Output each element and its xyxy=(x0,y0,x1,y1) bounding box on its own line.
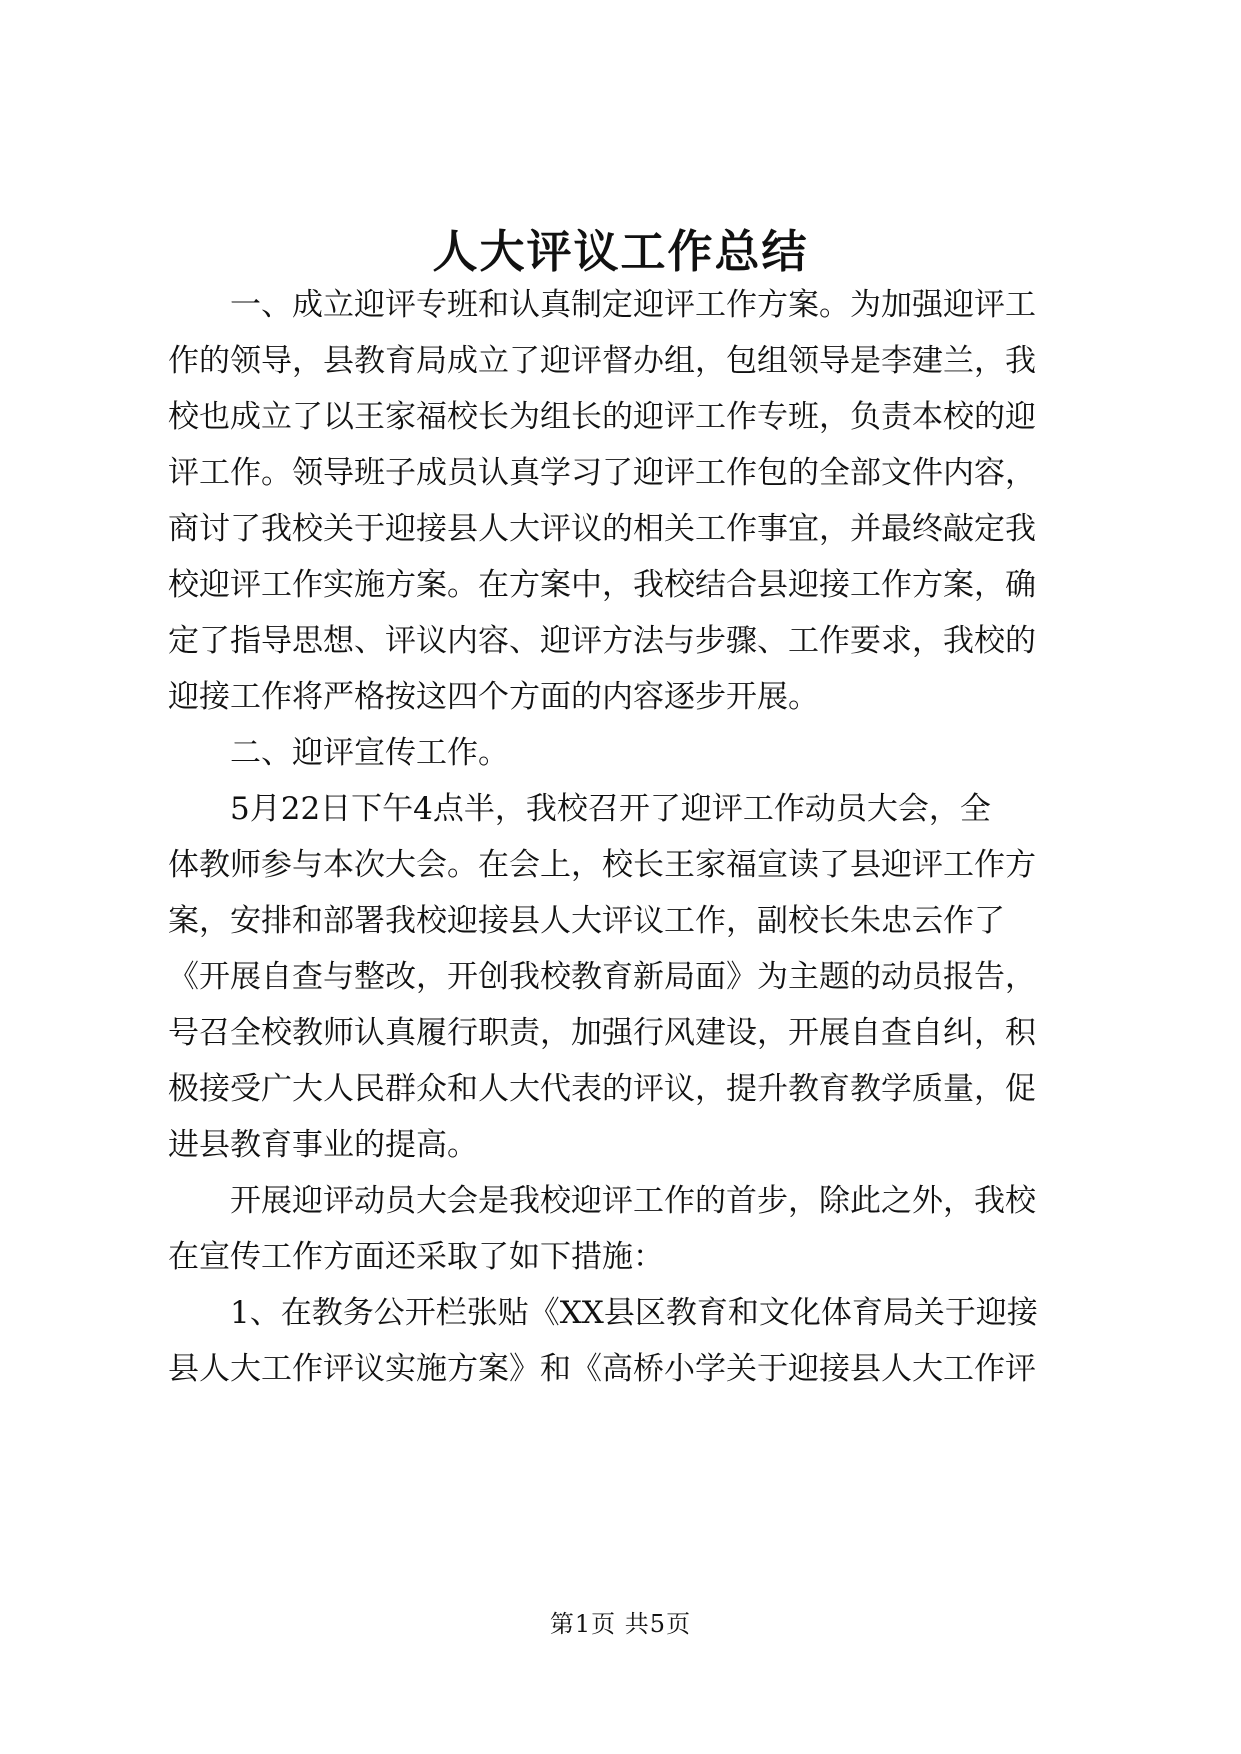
section-heading: 二、迎评宣传工作。 xyxy=(168,735,509,771)
paragraph-line: 案，安排和部署我校迎接县人大评议工作，副校长朱忠云作了 xyxy=(168,903,1005,939)
paragraph-line: 极接受广大人民群众和人大代表的评议，提升教育教学质量，促 xyxy=(168,1071,1036,1107)
paragraph-line: 作的领导，县教育局成立了迎评督办组，包组领导是李建兰，我 xyxy=(168,343,1036,379)
paragraph-line: 号召全校教师认真履行职责，加强行风建设，开展自查自纠，积 xyxy=(168,1015,1036,1051)
paragraph-line: 校也成立了以王家福校长为组长的迎评工作专班，负责本校的迎 xyxy=(168,399,1036,435)
paragraph-line: 1、在教务公开栏张贴《XX县区教育和文化体育局关于迎接 xyxy=(168,1295,1038,1331)
paragraph-line: 在宣传工作方面还采取了如下措施： xyxy=(168,1239,664,1275)
paragraph-line: 《开展自查与整改，开创我校教育新局面》为主题的动员报告， xyxy=(168,959,1036,995)
paragraph-line: 5月22日下午4点半，我校召开了迎评工作动员大会，全 xyxy=(168,791,991,827)
paragraph-line: 校迎评工作实施方案。在方案中，我校结合县迎接工作方案，确 xyxy=(168,567,1036,603)
paragraph-line: 评工作。领导班子成员认真学习了迎评工作包的全部文件内容， xyxy=(168,455,1036,491)
paragraph-line: 商讨了我校关于迎接县人大评议的相关工作事宜，并最终敲定我 xyxy=(168,511,1036,547)
page-footer: 第1页 共5页 xyxy=(549,1610,692,1638)
paragraph-line: 县人大工作评议实施方案》和《高桥小学关于迎接县人大工作评 xyxy=(168,1351,1036,1387)
paragraph-line: 迎接工作将严格按这四个方面的内容逐步开展。 xyxy=(168,679,819,715)
paragraph-line: 体教师参与本次大会。在会上，校长王家福宣读了县迎评工作方 xyxy=(168,847,1036,883)
paragraph-line: 一、成立迎评专班和认真制定迎评工作方案。为加强迎评工 xyxy=(168,287,1036,323)
paragraph-line: 进县教育事业的提高。 xyxy=(168,1127,478,1163)
document-title: 人大评议工作总结 xyxy=(432,225,809,278)
paragraph-line: 定了指导思想、评议内容、迎评方法与步骤、工作要求，我校的 xyxy=(168,623,1036,659)
paragraph-line: 开展迎评动员大会是我校迎评工作的首步，除此之外，我校 xyxy=(168,1183,1036,1219)
